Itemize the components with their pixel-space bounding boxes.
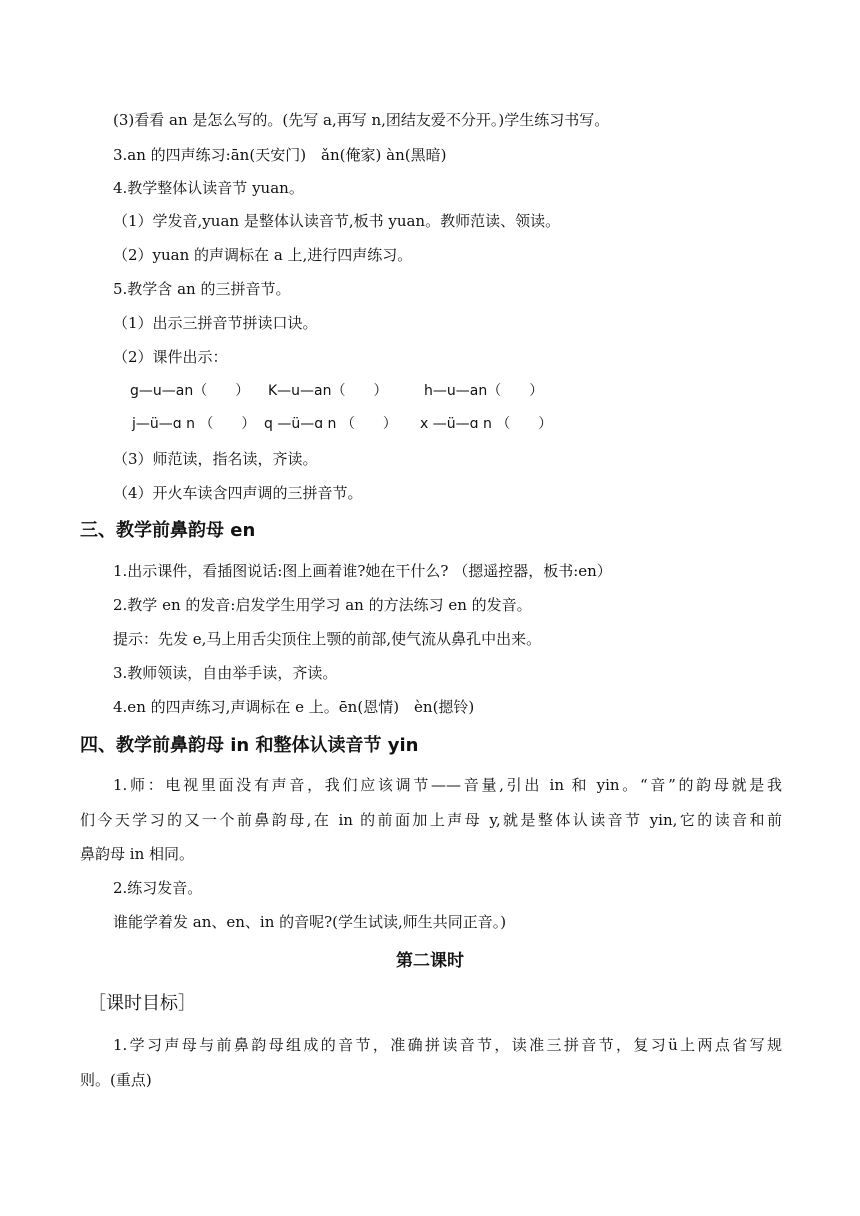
text-line: 1.出示课件，看插图说话:图上画着谁?她在干什么? （摁遥控器，板书:en） bbox=[113, 562, 612, 580]
lesson-title: 第二课时 bbox=[396, 951, 464, 971]
pinyin-syllable: x —ü—ɑ n （ ） bbox=[420, 416, 553, 432]
text-line: （2）yuan 的声调标在 a 上,进行四声练习。 bbox=[113, 246, 413, 264]
paragraph-line: 1.师：电视里面没有声音，我们应该调节——音量,引出 in 和 yin。“音”的韵母就是我 bbox=[113, 776, 782, 794]
paragraph-line: 1.学习声母与前鼻韵母组成的音节，准确拼读音节，读准三拼音节，复习ü上两点省写规 bbox=[113, 1036, 782, 1054]
pinyin-syllable: K—u—an（ ） bbox=[268, 383, 388, 399]
text-line: （1）出示三拼音节拼读口诀。 bbox=[113, 314, 318, 332]
text-line: 5.教学含 an 的三拼音节。 bbox=[113, 280, 291, 298]
text-line: (3)看看 an 是怎么写的。(先写 a,再写 n,团结友爱不分开。)学生练习书写。 bbox=[113, 111, 610, 129]
text-line: 提示：先发 e,马上用舌尖顶住上颚的前部,使气流从鼻孔中出来。 bbox=[113, 630, 542, 648]
text-line: 3.教师领读，自由举手读，齐读。 bbox=[113, 664, 338, 682]
pinyin-syllable: h—u—an（ ） bbox=[424, 383, 544, 399]
text-line: 3.an 的四声练习:ān(天安门) ǎn(俺家) àn(黑暗) bbox=[113, 146, 447, 164]
text-line: 4.教学整体认读音节 yuan。 bbox=[113, 179, 304, 197]
text-line: 4.en 的四声练习,声调标在 e 上。ēn(恩情) èn(摁铃) bbox=[113, 698, 475, 716]
text-line: 2.教学 en 的发音:启发学生用学习 an 的方法练习 en 的发音。 bbox=[113, 596, 532, 614]
text-line: （2）课件出示： bbox=[113, 348, 228, 366]
paragraph-line: 们今天学习的又一个前鼻韵母,在 in 的前面加上声母 y,就是整体认读音节 yin,它的读音和前 bbox=[80, 811, 782, 829]
text-line: （4）开火车读含四声调的三拼音节。 bbox=[113, 484, 363, 502]
paragraph-line: 则。(重点) bbox=[80, 1071, 152, 1089]
pinyin-syllable: g—u—an（ ） bbox=[130, 383, 250, 399]
section-heading: 四、教学前鼻韵母 in 和整体认读音节 yin bbox=[80, 735, 419, 756]
goal-heading: ［课时目标］ bbox=[88, 993, 196, 1014]
pinyin-syllable: j—ü—ɑ n （ ） bbox=[132, 416, 256, 432]
pinyin-syllable: q —ü—ɑ n （ ） bbox=[264, 416, 397, 432]
section-heading: 三、教学前鼻韵母 en bbox=[80, 520, 256, 541]
paragraph-line: 鼻韵母 in 相同。 bbox=[80, 845, 194, 863]
text-line: 谁能学着发 an、en、in 的音呢?(学生试读,师生共同正音。) bbox=[113, 913, 507, 931]
text-line: （1）学发音,yuan 是整体认读音节,板书 yuan。教师范读、领读。 bbox=[113, 212, 561, 230]
text-line: （3）师范读，指名读，齐读。 bbox=[113, 450, 318, 468]
text-line: 2.练习发音。 bbox=[113, 879, 203, 897]
